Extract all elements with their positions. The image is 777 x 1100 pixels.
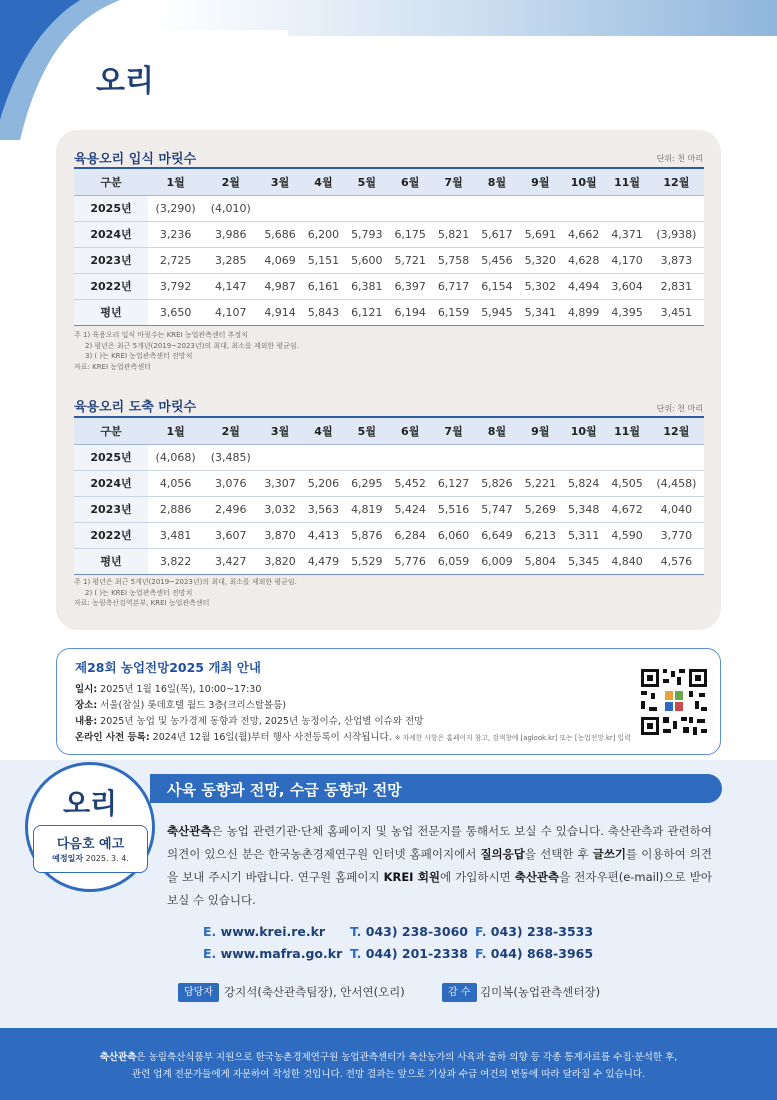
table-cell: 6,127 [432,470,475,496]
table-cell: 5,721 [389,247,432,273]
table-cell [519,444,562,470]
table-cell: 3,770 [649,522,704,548]
table-cell: 4,672 [605,496,648,522]
manager-tag: 담당자 [178,983,219,1002]
table-cell: 5,320 [519,247,562,273]
month-header: 7월 [432,168,475,195]
table-cell [649,195,704,221]
event-title: 제28회 농업전망2025 개최 안내 [75,660,261,675]
table-cell: 4,899 [562,299,605,325]
table-cell: 4,914 [258,299,301,325]
table-cell: 6,194 [389,299,432,325]
month-header: 12월 [649,417,704,444]
table-cell: 4,590 [605,522,648,548]
table-cell: 5,747 [475,496,518,522]
table-cell: 4,170 [605,247,648,273]
table-cell: 6,009 [475,548,518,574]
table-cell: 5,821 [432,221,475,247]
table2-unit: 단위: 천 마리 [656,404,703,413]
table-cell: 2,725 [148,247,203,273]
table-cell: 5,843 [302,299,345,325]
table-cell: (3,938) [649,221,704,247]
table-cell: 3,451 [649,299,704,325]
table-cell: (3,290) [148,195,203,221]
table-cell: 5,424 [389,496,432,522]
table-cell: 5,221 [519,470,562,496]
table-cell [389,195,432,221]
next-issue-label: 다음호 예고 [56,837,125,852]
table-cell [605,195,648,221]
month-header: 12월 [649,168,704,195]
table-row [74,522,704,548]
month-header: 3월 [258,168,301,195]
mafra-website[interactable]: E. www.mafra.go.kr [203,946,343,961]
table-cell: 4,840 [605,548,648,574]
table-header-row [74,417,704,444]
table-cell [432,444,475,470]
table-cell: 3,986 [203,221,258,247]
badge-title: 오리 [62,787,118,820]
table-cell: 5,269 [519,496,562,522]
table-row [74,496,704,522]
table-cell [475,444,518,470]
table-row [74,195,704,221]
table-cell [258,444,301,470]
table-cell: 4,056 [148,470,203,496]
table-row [74,273,704,299]
row-label: 2023년 [74,247,148,273]
krei-fax: F. 043) 238-3533 [475,924,594,939]
table-cell: 4,819 [345,496,388,522]
table-cell [649,444,704,470]
table-cell: 5,529 [345,548,388,574]
note-line: 주 1) 평년은 최근 5개년(2019~2023년)의 최대, 최소를 제외한 평균임. [74,578,297,586]
month-header: 1월 [148,417,203,444]
table-row [74,470,704,496]
table-cell: 5,456 [475,247,518,273]
table-cell: 5,600 [345,247,388,273]
table2-heading: 육용오리 도축 마릿수 [74,400,197,415]
table-cell: (4,458) [649,470,704,496]
table1-unit: 단위: 천 마리 [656,154,703,163]
table2-notes [74,577,297,609]
table-cell: 3,427 [203,548,258,574]
table-cell [302,444,345,470]
krei-phone: T. 043) 238-3060 [350,924,468,939]
note-line: 자료: KREI 농업관측센터 [74,362,151,371]
row-label: 2022년 [74,273,148,299]
table-cell: 5,691 [519,221,562,247]
table-cell: 4,628 [562,247,605,273]
table-cell [258,195,301,221]
month-header: 2월 [203,168,258,195]
table-cell: 5,151 [302,247,345,273]
row-label: 2022년 [74,522,148,548]
month-header: 2월 [203,417,258,444]
table-cell: 6,295 [345,470,388,496]
table-cell: 5,617 [475,221,518,247]
table-cell: 3,822 [148,548,203,574]
table-cell: 2,496 [203,496,258,522]
event-notice [56,648,721,755]
table-cell: (4,068) [148,444,203,470]
table-cell: 3,792 [148,273,203,299]
row-label: 2025년 [74,195,148,221]
table-cell: 6,717 [432,273,475,299]
table-cell [389,444,432,470]
table-cell: 5,804 [519,548,562,574]
table-cell: 4,069 [258,247,301,273]
table-cell: 3,604 [605,273,648,299]
table-cell: 5,826 [475,470,518,496]
table-cell: 4,494 [562,273,605,299]
footer-line-2: 관련 업계 전문가들에게 자문하여 작성한 것입니다. 전망 결과는 앞으로 기상과 수급 여건의 변동에 따라 달라질 수 있습니다. [131,1069,646,1080]
month-header: 5월 [345,168,388,195]
table-cell: 4,371 [605,221,648,247]
month-header: 4월 [302,417,345,444]
table-cell: 3,307 [258,470,301,496]
table-cell [345,195,388,221]
table-cell: 4,413 [302,522,345,548]
event-registration: 온라인 사전 등록: 2024년 12월 16일(월)부터 행사 사전등록이 시작됩니다. ※ 자세한 사항은 홈페이지 참고, 검색창에 [aglook.kr] 또는 [농업전망.kr] 입력 [75,732,631,743]
table-cell [475,195,518,221]
table-row [74,299,704,325]
registration-note: ※ 자세한 사항은 홈페이지 참고, 검색창에 [aglook.kr] 또는 [농업전망.kr] 입력 [394,734,631,742]
table-cell: 4,576 [649,548,704,574]
next-issue-date: 예정일자 2025. 3. 4. [52,854,129,863]
table-cell: 4,395 [605,299,648,325]
table-cell: 5,341 [519,299,562,325]
table-cell: 6,121 [345,299,388,325]
table-cell: 6,154 [475,273,518,299]
footer-line-1: 축산관측은 농림축산식품부 지원으로 한국농촌경제연구원 농업관측센터가 축산농가의 사육과 출하 의향 등 각종 통계자료를 수집·분석한 후, [99,1052,678,1063]
table-cell: 5,758 [432,247,475,273]
slaughter-table [74,416,704,575]
table-cell: 5,302 [519,273,562,299]
table-cell: (3,485) [203,444,258,470]
table-cell: 4,147 [203,273,258,299]
row-label: 2023년 [74,496,148,522]
supervisor-tag: 감 수 [442,983,477,1002]
page-title: 오리 [96,64,154,99]
table1-notes [74,330,299,372]
table-cell: 5,776 [389,548,432,574]
qr-code[interactable] [639,667,709,737]
footer [0,1028,777,1100]
note-line: 자료: 농림축산검역본부, KREI 농업관측센터 [74,599,210,608]
month-header: 6월 [389,417,432,444]
month-header: 9월 [519,168,562,195]
row-label: 2024년 [74,470,148,496]
event-content: 내용: 2025년 농업 및 농가경제 동향과 전망, 2025년 농정이슈, 산업별 이슈와 전망 [75,716,424,727]
row-label: 2024년 [74,221,148,247]
event-place: 장소: 서울(잠실) 롯데호텔 월드 3층(크리스탈볼룸) [75,700,287,711]
table-cell: 6,060 [432,522,475,548]
month-header: 11월 [605,417,648,444]
table-cell: 5,824 [562,470,605,496]
month-header: 11월 [605,168,648,195]
table-cell [432,195,475,221]
table-cell: 6,284 [389,522,432,548]
table-cell: (4,010) [203,195,258,221]
mafra-phone: T. 044) 201-2338 [350,946,468,961]
table-cell: 4,662 [562,221,605,247]
table-cell: 6,059 [432,548,475,574]
table-cell: 4,040 [649,496,704,522]
table-cell [562,195,605,221]
table-cell: 6,649 [475,522,518,548]
table-cell: 3,032 [258,496,301,522]
month-header: 8월 [475,417,518,444]
month-header: 10월 [562,168,605,195]
table-cell: 5,452 [389,470,432,496]
month-header: 9월 [519,417,562,444]
table-cell: 4,479 [302,548,345,574]
event-date: 일시: 2025년 1월 16일(목), 10:00~17:30 [75,684,262,695]
table-cell: 5,348 [562,496,605,522]
table-header-row [74,168,704,195]
row-label: 평년 [74,548,148,574]
month-header: 5월 [345,417,388,444]
month-header: 8월 [475,168,518,195]
column-header: 구분 [74,417,148,444]
table-row [74,247,704,273]
table-cell: 4,987 [258,273,301,299]
note-line: 3) ( )는 KREI 농업관측센터 전망치 [85,352,193,361]
table-cell: 5,206 [302,470,345,496]
table-cell [519,195,562,221]
table-cell: 3,563 [302,496,345,522]
stocking-table [74,167,704,326]
row-label: 평년 [74,299,148,325]
table-cell: 3,650 [148,299,203,325]
column-header: 구분 [74,168,148,195]
table-cell [302,195,345,221]
table-cell: 5,876 [345,522,388,548]
manager-names: 강지석(축산관측팀장), 안서연(오리) [224,985,405,999]
subscription-info: 축산관측은 농업 관련기관·단체 홈페이지 및 농업 전문지를 통해서도 보실 수 있습니다. 축산관측과 관련하여 의견이 있으신 분은 한국농촌경제연구원 인터넷 홈페이지에서 질의응답을 선택한 후 글쓰기를 이용하여 의견을 보내 주시기 바랍니다. 연구원 홈페이지 KREI 회원에 가입하시면 축산관측을 전자우편(e-mail)으로 받아보실 수 있습니다. [167,824,713,907]
table-cell: 2,831 [649,273,704,299]
table-cell: 5,945 [475,299,518,325]
table-cell [605,444,648,470]
table-cell: 6,213 [519,522,562,548]
table-cell: 5,793 [345,221,388,247]
table-cell: 3,870 [258,522,301,548]
table-row [74,548,704,574]
table-cell: 6,381 [345,273,388,299]
table-cell: 2,886 [148,496,203,522]
note-line: 2) 평년은 최근 5개년(2019~2023년)의 최대, 최소를 제외한 평균임. [85,341,299,350]
table-cell: 6,397 [389,273,432,299]
table-cell: 5,345 [562,548,605,574]
table-row [74,444,704,470]
table-cell: 5,311 [562,522,605,548]
section-title: 사육 동향과 전망, 수급 동향과 전망 [167,781,402,799]
table-cell [345,444,388,470]
month-header: 6월 [389,168,432,195]
month-header: 1월 [148,168,203,195]
table-cell: 3,285 [203,247,258,273]
table-cell: 3,607 [203,522,258,548]
table-cell: 6,175 [389,221,432,247]
table-cell: 3,481 [148,522,203,548]
mafra-fax: F. 044) 868-3965 [475,946,594,961]
table-cell: 3,076 [203,470,258,496]
note-line: 주 1) 육용오리 입식 마릿수는 KREI 농업관측센터 추정치 [74,331,248,339]
table-cell: 6,161 [302,273,345,299]
table-cell: 4,505 [605,470,648,496]
month-header: 4월 [302,168,345,195]
table-cell: 3,236 [148,221,203,247]
krei-website[interactable]: E. www.krei.re.kr [203,924,326,939]
note-line: 2) ( )는 KREI 농업관측센터 전망치 [85,588,193,597]
table-cell: 3,820 [258,548,301,574]
table-cell [562,444,605,470]
month-header: 3월 [258,417,301,444]
table-cell: 5,686 [258,221,301,247]
supervisor-name: 김미복(농업관측센터장) [480,985,601,999]
table-row [74,221,704,247]
table1-heading: 육용오리 입식 마릿수 [74,152,197,167]
table-cell: 3,873 [649,247,704,273]
table-cell: 6,159 [432,299,475,325]
row-label: 2025년 [74,444,148,470]
table-cell: 4,107 [203,299,258,325]
month-header: 7월 [432,417,475,444]
month-header: 10월 [562,417,605,444]
table-cell: 5,516 [432,496,475,522]
table-cell: 6,200 [302,221,345,247]
